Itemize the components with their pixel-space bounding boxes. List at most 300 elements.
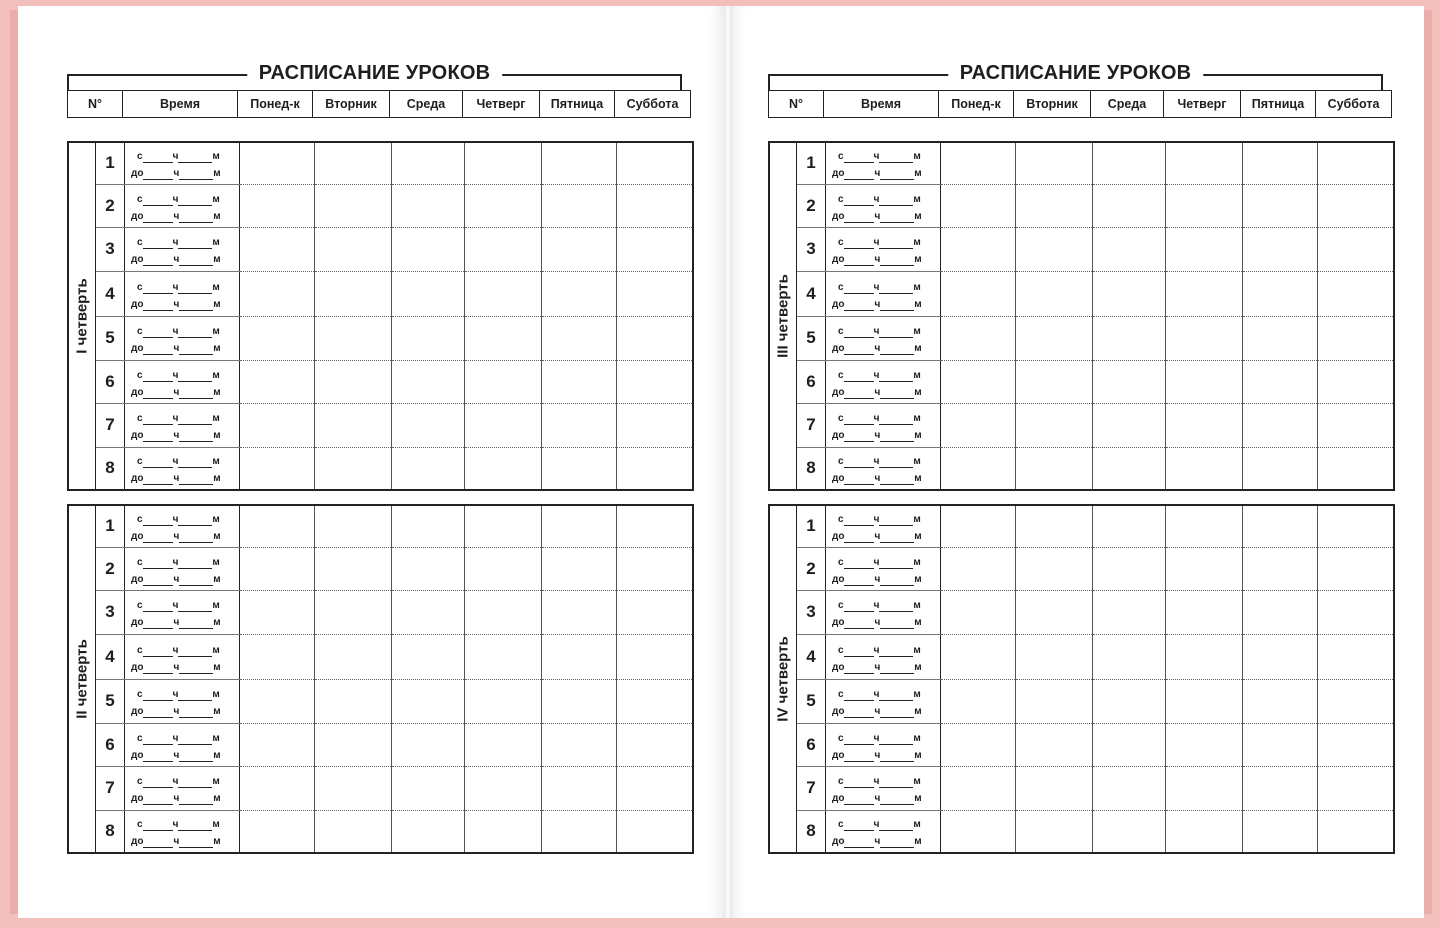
hours-blank[interactable] (844, 751, 874, 762)
subject-cell[interactable] (617, 227, 694, 271)
hours-blank[interactable] (844, 690, 874, 701)
minutes-blank[interactable] (179, 474, 213, 485)
minutes-blank[interactable] (178, 601, 212, 612)
time-cell[interactable] (125, 590, 240, 634)
hours-blank[interactable] (844, 169, 874, 180)
subject-cell[interactable] (941, 316, 1016, 360)
subject-cell[interactable] (465, 316, 542, 360)
minutes-blank[interactable] (879, 327, 913, 338)
subject-cell[interactable] (465, 679, 542, 723)
subject-cell[interactable] (315, 547, 392, 590)
subject-cell[interactable] (392, 316, 465, 360)
subject-cell[interactable] (617, 679, 694, 723)
subject-cell[interactable] (1016, 360, 1093, 403)
subject-cell[interactable] (392, 547, 465, 590)
subject-cell[interactable] (1093, 810, 1166, 853)
minutes-blank[interactable] (880, 837, 914, 848)
minutes-blank[interactable] (880, 431, 914, 442)
subject-cell[interactable] (1016, 634, 1093, 679)
time-cell[interactable] (125, 184, 240, 227)
minutes-blank[interactable] (879, 414, 913, 425)
minutes-blank[interactable] (178, 283, 212, 294)
hours-blank[interactable] (143, 820, 173, 831)
subject-cell[interactable] (315, 590, 392, 634)
hours-blank[interactable] (844, 558, 874, 569)
minutes-blank[interactable] (879, 777, 913, 788)
subject-cell[interactable] (1016, 505, 1093, 547)
subject-cell[interactable] (1093, 634, 1166, 679)
subject-cell[interactable] (542, 679, 617, 723)
subject-cell[interactable] (617, 634, 694, 679)
time-cell[interactable] (826, 505, 941, 547)
hours-blank[interactable] (844, 532, 874, 543)
minutes-blank[interactable] (178, 558, 212, 569)
subject-cell[interactable] (392, 723, 465, 766)
hours-blank[interactable] (143, 532, 173, 543)
subject-cell[interactable] (240, 447, 315, 490)
minutes-blank[interactable] (178, 238, 212, 249)
subject-cell[interactable] (315, 634, 392, 679)
subject-cell[interactable] (1243, 547, 1318, 590)
subject-cell[interactable] (617, 505, 694, 547)
minutes-blank[interactable] (879, 515, 913, 526)
time-cell[interactable] (826, 271, 941, 316)
subject-cell[interactable] (1243, 184, 1318, 227)
subject-cell[interactable] (1166, 316, 1243, 360)
hours-blank[interactable] (143, 327, 173, 338)
subject-cell[interactable] (1166, 360, 1243, 403)
hours-blank[interactable] (143, 255, 173, 266)
subject-cell[interactable] (1166, 723, 1243, 766)
subject-cell[interactable] (1318, 184, 1395, 227)
minutes-blank[interactable] (178, 820, 212, 831)
minutes-blank[interactable] (880, 169, 914, 180)
hours-blank[interactable] (143, 601, 173, 612)
subject-cell[interactable] (1016, 403, 1093, 447)
subject-cell[interactable] (542, 547, 617, 590)
subject-cell[interactable] (1016, 590, 1093, 634)
subject-cell[interactable] (1016, 184, 1093, 227)
subject-cell[interactable] (941, 447, 1016, 490)
subject-cell[interactable] (617, 184, 694, 227)
subject-cell[interactable] (542, 590, 617, 634)
minutes-blank[interactable] (879, 558, 913, 569)
subject-cell[interactable] (1243, 766, 1318, 810)
subject-cell[interactable] (465, 634, 542, 679)
hours-blank[interactable] (844, 474, 874, 485)
minutes-blank[interactable] (879, 646, 913, 657)
subject-cell[interactable] (941, 679, 1016, 723)
subject-cell[interactable] (392, 403, 465, 447)
subject-cell[interactable] (240, 271, 315, 316)
minutes-blank[interactable] (879, 371, 913, 382)
subject-cell[interactable] (1318, 271, 1395, 316)
subject-cell[interactable] (465, 547, 542, 590)
minutes-blank[interactable] (179, 388, 213, 399)
subject-cell[interactable] (240, 360, 315, 403)
hours-blank[interactable] (143, 707, 173, 718)
time-cell[interactable] (826, 447, 941, 490)
subject-cell[interactable] (542, 360, 617, 403)
time-cell[interactable] (826, 142, 941, 184)
subject-cell[interactable] (392, 271, 465, 316)
subject-cell[interactable] (465, 360, 542, 403)
subject-cell[interactable] (392, 142, 465, 184)
minutes-blank[interactable] (879, 734, 913, 745)
subject-cell[interactable] (617, 810, 694, 853)
minutes-blank[interactable] (880, 575, 914, 586)
minutes-blank[interactable] (880, 751, 914, 762)
subject-cell[interactable] (1093, 766, 1166, 810)
time-cell[interactable] (826, 679, 941, 723)
subject-cell[interactable] (1243, 227, 1318, 271)
hours-blank[interactable] (844, 195, 874, 206)
hours-blank[interactable] (143, 300, 173, 311)
subject-cell[interactable] (392, 590, 465, 634)
subject-cell[interactable] (542, 723, 617, 766)
time-cell[interactable] (826, 590, 941, 634)
subject-cell[interactable] (1093, 403, 1166, 447)
subject-cell[interactable] (315, 184, 392, 227)
hours-blank[interactable] (143, 474, 173, 485)
hours-blank[interactable] (143, 344, 173, 355)
subject-cell[interactable] (1016, 679, 1093, 723)
subject-cell[interactable] (941, 505, 1016, 547)
subject-cell[interactable] (1016, 766, 1093, 810)
subject-cell[interactable] (542, 271, 617, 316)
subject-cell[interactable] (1318, 766, 1395, 810)
minutes-blank[interactable] (178, 646, 212, 657)
subject-cell[interactable] (1093, 142, 1166, 184)
minutes-blank[interactable] (879, 195, 913, 206)
minutes-blank[interactable] (880, 255, 914, 266)
minutes-blank[interactable] (880, 212, 914, 223)
time-cell[interactable] (125, 447, 240, 490)
subject-cell[interactable] (315, 360, 392, 403)
minutes-blank[interactable] (179, 575, 213, 586)
time-cell[interactable] (125, 634, 240, 679)
minutes-blank[interactable] (880, 532, 914, 543)
subject-cell[interactable] (617, 590, 694, 634)
subject-cell[interactable] (1093, 447, 1166, 490)
subject-cell[interactable] (1243, 316, 1318, 360)
hours-blank[interactable] (143, 646, 173, 657)
hours-blank[interactable] (844, 515, 874, 526)
subject-cell[interactable] (315, 271, 392, 316)
subject-cell[interactable] (240, 142, 315, 184)
hours-blank[interactable] (143, 414, 173, 425)
hours-blank[interactable] (844, 371, 874, 382)
subject-cell[interactable] (941, 184, 1016, 227)
subject-cell[interactable] (941, 142, 1016, 184)
subject-cell[interactable] (315, 810, 392, 853)
subject-cell[interactable] (315, 679, 392, 723)
hours-blank[interactable] (844, 344, 874, 355)
subject-cell[interactable] (617, 403, 694, 447)
subject-cell[interactable] (240, 403, 315, 447)
subject-cell[interactable] (617, 271, 694, 316)
time-cell[interactable] (125, 547, 240, 590)
time-cell[interactable] (125, 271, 240, 316)
hours-blank[interactable] (143, 837, 173, 848)
subject-cell[interactable] (465, 723, 542, 766)
minutes-blank[interactable] (879, 457, 913, 468)
minutes-blank[interactable] (179, 532, 213, 543)
subject-cell[interactable] (1318, 316, 1395, 360)
subject-cell[interactable] (1318, 227, 1395, 271)
minutes-blank[interactable] (178, 734, 212, 745)
minutes-blank[interactable] (178, 690, 212, 701)
subject-cell[interactable] (1166, 505, 1243, 547)
subject-cell[interactable] (1093, 316, 1166, 360)
subject-cell[interactable] (542, 184, 617, 227)
subject-cell[interactable] (617, 316, 694, 360)
subject-cell[interactable] (1243, 271, 1318, 316)
time-cell[interactable] (826, 316, 941, 360)
minutes-blank[interactable] (178, 195, 212, 206)
subject-cell[interactable] (542, 316, 617, 360)
hours-blank[interactable] (143, 195, 173, 206)
subject-cell[interactable] (941, 723, 1016, 766)
subject-cell[interactable] (542, 766, 617, 810)
subject-cell[interactable] (315, 723, 392, 766)
subject-cell[interactable] (1243, 142, 1318, 184)
subject-cell[interactable] (240, 505, 315, 547)
subject-cell[interactable] (617, 360, 694, 403)
hours-blank[interactable] (844, 283, 874, 294)
hours-blank[interactable] (844, 575, 874, 586)
subject-cell[interactable] (240, 316, 315, 360)
subject-cell[interactable] (315, 403, 392, 447)
hours-blank[interactable] (844, 618, 874, 629)
time-cell[interactable] (125, 360, 240, 403)
minutes-blank[interactable] (880, 474, 914, 485)
hours-blank[interactable] (844, 837, 874, 848)
subject-cell[interactable] (315, 227, 392, 271)
subject-cell[interactable] (1016, 227, 1093, 271)
hours-blank[interactable] (143, 690, 173, 701)
subject-cell[interactable] (1243, 447, 1318, 490)
hours-blank[interactable] (143, 457, 173, 468)
subject-cell[interactable] (941, 634, 1016, 679)
time-cell[interactable] (826, 547, 941, 590)
minutes-blank[interactable] (880, 344, 914, 355)
subject-cell[interactable] (465, 447, 542, 490)
subject-cell[interactable] (542, 227, 617, 271)
subject-cell[interactable] (542, 505, 617, 547)
subject-cell[interactable] (1166, 679, 1243, 723)
subject-cell[interactable] (1093, 547, 1166, 590)
subject-cell[interactable] (465, 505, 542, 547)
minutes-blank[interactable] (879, 690, 913, 701)
hours-blank[interactable] (844, 707, 874, 718)
hours-blank[interactable] (844, 734, 874, 745)
minutes-blank[interactable] (179, 663, 213, 674)
hours-blank[interactable] (844, 457, 874, 468)
subject-cell[interactable] (1166, 447, 1243, 490)
subject-cell[interactable] (1016, 547, 1093, 590)
minutes-blank[interactable] (880, 388, 914, 399)
subject-cell[interactable] (1318, 142, 1395, 184)
hours-blank[interactable] (143, 431, 173, 442)
subject-cell[interactable] (1318, 360, 1395, 403)
minutes-blank[interactable] (879, 238, 913, 249)
subject-cell[interactable] (315, 316, 392, 360)
minutes-blank[interactable] (178, 414, 212, 425)
hours-blank[interactable] (143, 777, 173, 788)
subject-cell[interactable] (465, 184, 542, 227)
hours-blank[interactable] (143, 388, 173, 399)
hours-blank[interactable] (143, 152, 173, 163)
subject-cell[interactable] (392, 679, 465, 723)
hours-blank[interactable] (844, 152, 874, 163)
time-cell[interactable] (125, 316, 240, 360)
subject-cell[interactable] (1318, 810, 1395, 853)
hours-blank[interactable] (844, 601, 874, 612)
subject-cell[interactable] (1243, 634, 1318, 679)
minutes-blank[interactable] (178, 515, 212, 526)
subject-cell[interactable] (1016, 810, 1093, 853)
subject-cell[interactable] (1243, 723, 1318, 766)
subject-cell[interactable] (392, 766, 465, 810)
subject-cell[interactable] (542, 142, 617, 184)
subject-cell[interactable] (617, 547, 694, 590)
minutes-blank[interactable] (879, 820, 913, 831)
subject-cell[interactable] (1318, 723, 1395, 766)
time-cell[interactable] (125, 766, 240, 810)
minutes-blank[interactable] (879, 601, 913, 612)
subject-cell[interactable] (1166, 766, 1243, 810)
subject-cell[interactable] (617, 142, 694, 184)
subject-cell[interactable] (1093, 505, 1166, 547)
minutes-blank[interactable] (179, 344, 213, 355)
minutes-blank[interactable] (179, 169, 213, 180)
subject-cell[interactable] (1166, 590, 1243, 634)
subject-cell[interactable] (542, 810, 617, 853)
time-cell[interactable] (826, 766, 941, 810)
minutes-blank[interactable] (179, 212, 213, 223)
subject-cell[interactable] (1318, 403, 1395, 447)
hours-blank[interactable] (844, 663, 874, 674)
subject-cell[interactable] (392, 634, 465, 679)
subject-cell[interactable] (617, 447, 694, 490)
hours-blank[interactable] (143, 515, 173, 526)
time-cell[interactable] (125, 227, 240, 271)
subject-cell[interactable] (240, 590, 315, 634)
hours-blank[interactable] (844, 820, 874, 831)
subject-cell[interactable] (1318, 634, 1395, 679)
subject-cell[interactable] (392, 360, 465, 403)
subject-cell[interactable] (941, 360, 1016, 403)
hours-blank[interactable] (844, 212, 874, 223)
subject-cell[interactable] (240, 227, 315, 271)
hours-blank[interactable] (143, 169, 173, 180)
subject-cell[interactable] (465, 271, 542, 316)
hours-blank[interactable] (844, 327, 874, 338)
subject-cell[interactable] (240, 810, 315, 853)
subject-cell[interactable] (1318, 547, 1395, 590)
subject-cell[interactable] (240, 184, 315, 227)
subject-cell[interactable] (392, 184, 465, 227)
subject-cell[interactable] (1166, 547, 1243, 590)
subject-cell[interactable] (1093, 590, 1166, 634)
subject-cell[interactable] (240, 547, 315, 590)
minutes-blank[interactable] (879, 283, 913, 294)
subject-cell[interactable] (392, 505, 465, 547)
time-cell[interactable] (826, 810, 941, 853)
time-cell[interactable] (125, 723, 240, 766)
minutes-blank[interactable] (178, 371, 212, 382)
minutes-blank[interactable] (179, 431, 213, 442)
hours-blank[interactable] (844, 431, 874, 442)
subject-cell[interactable] (941, 810, 1016, 853)
subject-cell[interactable] (1243, 590, 1318, 634)
subject-cell[interactable] (941, 403, 1016, 447)
subject-cell[interactable] (1166, 271, 1243, 316)
time-cell[interactable] (826, 184, 941, 227)
subject-cell[interactable] (240, 634, 315, 679)
time-cell[interactable] (125, 679, 240, 723)
subject-cell[interactable] (1318, 505, 1395, 547)
minutes-blank[interactable] (179, 707, 213, 718)
hours-blank[interactable] (143, 558, 173, 569)
minutes-blank[interactable] (178, 777, 212, 788)
subject-cell[interactable] (240, 766, 315, 810)
subject-cell[interactable] (315, 447, 392, 490)
hours-blank[interactable] (143, 371, 173, 382)
hours-blank[interactable] (844, 646, 874, 657)
subject-cell[interactable] (315, 505, 392, 547)
hours-blank[interactable] (143, 734, 173, 745)
minutes-blank[interactable] (179, 794, 213, 805)
subject-cell[interactable] (315, 766, 392, 810)
hours-blank[interactable] (143, 794, 173, 805)
subject-cell[interactable] (240, 723, 315, 766)
subject-cell[interactable] (1016, 723, 1093, 766)
subject-cell[interactable] (1166, 184, 1243, 227)
subject-cell[interactable] (1243, 360, 1318, 403)
subject-cell[interactable] (617, 723, 694, 766)
subject-cell[interactable] (542, 403, 617, 447)
hours-blank[interactable] (844, 794, 874, 805)
subject-cell[interactable] (1093, 679, 1166, 723)
subject-cell[interactable] (392, 810, 465, 853)
subject-cell[interactable] (941, 590, 1016, 634)
subject-cell[interactable] (1016, 447, 1093, 490)
subject-cell[interactable] (1166, 810, 1243, 853)
subject-cell[interactable] (315, 142, 392, 184)
minutes-blank[interactable] (880, 794, 914, 805)
minutes-blank[interactable] (179, 255, 213, 266)
subject-cell[interactable] (941, 227, 1016, 271)
subject-cell[interactable] (1166, 403, 1243, 447)
subject-cell[interactable] (1016, 271, 1093, 316)
time-cell[interactable] (826, 723, 941, 766)
hours-blank[interactable] (143, 238, 173, 249)
subject-cell[interactable] (1166, 142, 1243, 184)
subject-cell[interactable] (941, 271, 1016, 316)
subject-cell[interactable] (542, 634, 617, 679)
time-cell[interactable] (826, 360, 941, 403)
subject-cell[interactable] (465, 227, 542, 271)
minutes-blank[interactable] (880, 618, 914, 629)
subject-cell[interactable] (1243, 679, 1318, 723)
time-cell[interactable] (125, 142, 240, 184)
subject-cell[interactable] (1166, 634, 1243, 679)
hours-blank[interactable] (143, 618, 173, 629)
subject-cell[interactable] (617, 766, 694, 810)
hours-blank[interactable] (844, 414, 874, 425)
